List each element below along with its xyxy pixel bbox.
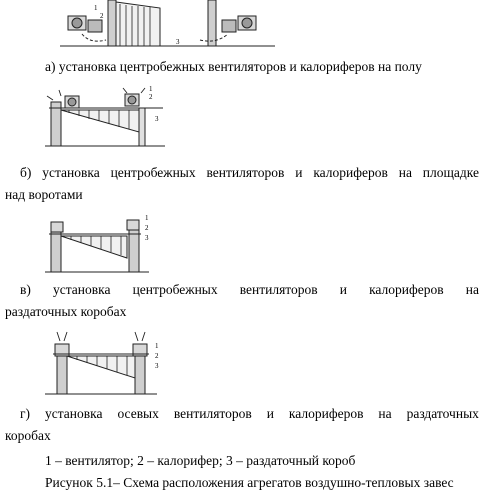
caption-b-word: калориферов: [313, 165, 388, 180]
caption-g-word: раздаточных: [406, 406, 479, 421]
figure-a-label-2: 2: [100, 12, 104, 20]
caption-b-word: установка: [42, 165, 100, 180]
figure-b-platform-above-gate: [45, 84, 170, 148]
caption-v-word: вентиляторов: [239, 282, 318, 297]
caption-v-line1: [20, 280, 479, 300]
figure-a-drawing: [60, 0, 280, 52]
figure-caption: Рисунок 5.1– Схема расположения агрегатов воздушно-тепловых завес: [45, 475, 454, 490]
figure-g-label-3: 3: [155, 362, 159, 370]
caption-b-word: вентиляторов: [206, 165, 285, 180]
figure-v-label-1: 1: [145, 214, 149, 222]
caption-g-line1: [20, 404, 479, 424]
figure-v-drawing: [45, 212, 170, 274]
caption-v-word: центробежных: [132, 282, 218, 297]
figure-a-floor-units: [60, 0, 280, 52]
figure-v-label-2: 2: [145, 224, 149, 232]
figure-g-label-1: 1: [155, 342, 159, 350]
figure-a-label-3: 3: [176, 38, 180, 46]
caption-v-word: и: [339, 282, 347, 297]
caption-g-word: вентиляторов: [173, 406, 252, 421]
caption-b-word: и: [295, 165, 303, 180]
caption-v-word: калориферов: [369, 282, 444, 297]
caption-v-line2: раздаточных коробах: [5, 304, 127, 319]
caption-g-line2: коробах: [5, 428, 51, 443]
figure-g-axial-fans: [45, 332, 170, 396]
caption-v-word: на: [465, 282, 479, 297]
caption-g-word: калориферов: [288, 406, 364, 421]
caption-b-word: центробежных: [110, 165, 196, 180]
caption-g-word: и: [266, 406, 274, 421]
caption-g-word: установка: [45, 406, 103, 421]
legend: 1 – вентилятор; 2 – калорифер; 3 – раздаточный короб: [45, 453, 356, 468]
caption-g-word: на: [378, 406, 392, 421]
figure-v-label-3: 3: [145, 234, 149, 242]
figure-v-distribution-boxes: [45, 212, 170, 274]
caption-b-word: на: [398, 165, 412, 180]
caption-g-word: осевых: [117, 406, 159, 421]
caption-b-word: б): [20, 165, 32, 180]
figure-b-drawing: [45, 84, 170, 148]
figure-g-drawing: [45, 332, 170, 396]
caption-v-word: установка: [52, 282, 111, 297]
figure-a-label-1: 1: [94, 4, 98, 12]
caption-g-word: г): [20, 406, 31, 421]
caption-b-word: площадке: [422, 165, 479, 180]
caption-v-word: в): [20, 282, 31, 297]
caption-b-line2: над воротами: [5, 187, 83, 202]
figure-b-label-1: 1: [149, 85, 153, 93]
figure-b-label-3: 3: [155, 115, 159, 123]
figure-g-label-2: 2: [155, 352, 159, 360]
caption-b-line1: [20, 163, 479, 183]
figure-b-label-2: 2: [149, 93, 153, 101]
caption-a: а) установка центробежных вентиляторов и калориферов на полу: [45, 59, 422, 74]
